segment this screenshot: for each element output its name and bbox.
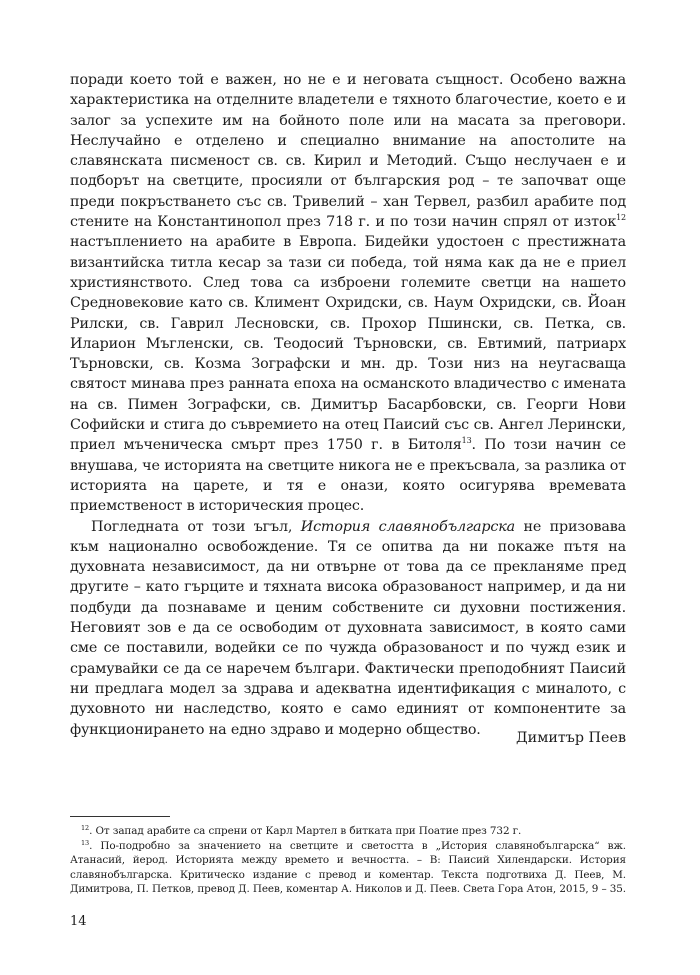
footnotes — [70, 824, 626, 897]
author-signature: Димитър Пеев — [516, 730, 626, 746]
paragraph-1-part-c: . По този начин се внушава, че историята на светците никога не е прекъсвала, за разлика от историята на царете, и тя е онази, която осигурява времевата приемственост в историческия процес. — [70, 437, 626, 515]
footnote-divider — [70, 816, 170, 817]
footnote-ref-12: 12 — [616, 213, 626, 223]
footnote-ref-13: 13 — [461, 436, 472, 446]
paragraph-1-part-a: поради което той е важен, но не е и неговата същност. Особено важна характеристика на отделните владетели е тяхното благочестие, което е и залог за успехите им на бойното поле или на масата за преговори. Неслучайно е отделено и специално внимание на апостолите на славянската писменост св. св. Кирил и Методий. Също неслучаен е и подборът на светците, просияли от българския род – те започват още преди покръстването със св. Тривелий – хан Тервел, разбил арабите под стените на Константинопол през 718 г. и по този начин спрял от изток — [70, 72, 626, 231]
footnote-13: $^{13}$. По-подробно за значението на светците и светостта в „История славянобългарска“ вж. Атанасий, йерод. Историята между времето и вечността. – В: Паисий Хилендарски. История славянобългарска. Критическо издание с превод и коментар. Текста подготвиха Д. Пеев, М. Димитрова, П. Петков, превод Д. Пеев, коментар А. Николов и Д. Пеев. Света Гора Атон, 2015, 9 – 35. — [70, 838, 627, 895]
footnote-number: 13 — [81, 838, 90, 847]
footnote-12: $^{12}$. От запад арабите са спрени от Карл Мартел в битката при Поатие през 732 г. — [81, 824, 522, 837]
paragraph-2-part-b: не призовава към национално освобождение. Тя се опитва да ни покаже пътя на духовната независимост, да ни отвърне от това да се прекланяме пред другите – като гърците и тяхната висока образованост например, и да ни подбуди да познаваме и ценим собствените си духовни постижения. Неговият зов е да се освободим от духовната зависимост, в която сами сме се поставили, водейки се по чужда образованост и по чужд език и срамувайки се да се наречем българи. Фактически преподобният Паисий ни предлага модел за здрава и адекватна идентификация с миналото, с духовното ни наследство, която е само единият от компонентите за функционирането на едно здраво и модерно общество. — [70, 518, 627, 738]
book-title-italic: История славянобългарска — [300, 518, 515, 535]
page-number: 14 — [70, 914, 87, 929]
main-text — [70, 70, 626, 740]
paragraph-1-part-b: настъплението на арабите в Европа. Бидейки удостоен с престижната византийска титла кесар за тази си победа, той няма как да не е приел християнството. След това са изброени големите светци на нашето Средновековие като св. Климент Охридски, св. Наум Охридски, св. Йоан Рилски, св. Гаврил Лесновски, св. Прохор Пшински, св. Петка, св. Иларион Мъгленски, св. Теодосий Търновски, св. Евтимий, патриарх Търновски, св. Козма Зографски и мн. др. Този низ на неугасваща святост минава през ранната епоха на османското владичество с имената на св. Пимен Зографски, св. Димитър Басарбовски, св. Георги Нови Софийски и стига до съвремието на отец Паисий със св. Ангел Лерински, приел мъченическа смърт през 1750 г. в Битоля — [70, 234, 626, 454]
footnote-number: 12 — [81, 824, 90, 832]
paragraph-1 — [70, 70, 626, 517]
footnote-text: От запад арабите са спрени от Карл Мартел в битката при Поатие през 732 г. — [95, 825, 522, 837]
paragraph-2 — [70, 517, 626, 740]
paragraph-2-part-a: Погледната от този ъгъл, — [91, 518, 301, 535]
footnote-text: По-подробно за значението на светците и светостта в „История славянобългарска“ вж. Атанасий, йерод. Историята между времето и вечността. – В: Паисий Хилендарски. История славянобългарска. Критическо издание с превод и коментар. Текста подготвиха Д. Пеев, М. Димитрова, П. Петков, превод Д. Пеев, коментар А. Николов и Д. Пеев. Света Гора Атон, 2015, 9 – 35. — [70, 839, 627, 895]
